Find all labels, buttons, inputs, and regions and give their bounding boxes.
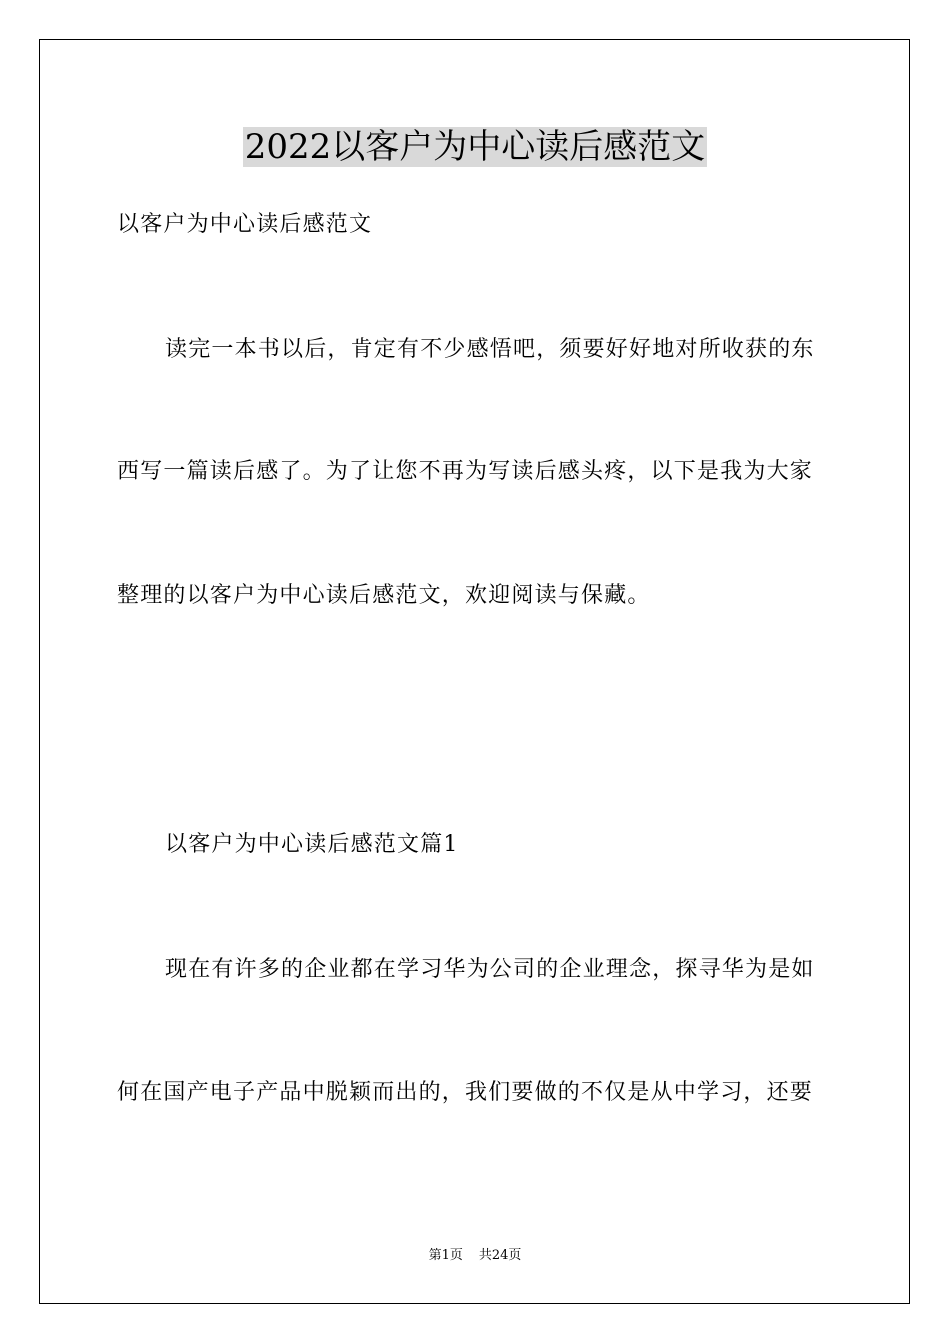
intro-line-1: 读完一本书以后，肯定有不少感悟吧，须要好好地对所收获的东 bbox=[165, 337, 815, 362]
section-heading: 以客户为中心读后感范文篇1 bbox=[165, 832, 459, 857]
body-line-2: 何在国产电子产品中脱颖而出的，我们要做的不仅是从中学习，还要 bbox=[117, 1080, 814, 1105]
intro-line-2: 西写一篇读后感了。为了让您不再为写读后感头疼，以下是我为大家 bbox=[117, 459, 814, 484]
page-footer bbox=[0, 1247, 950, 1265]
page-number: 第1页 bbox=[428, 1248, 463, 1263]
document-title-text: 2022以客户为中心读后感范文 bbox=[244, 127, 706, 167]
document-title bbox=[0, 126, 950, 168]
intro-line-3: 整理的以客户为中心读后感范文，欢迎阅读与保藏。 bbox=[117, 583, 651, 608]
document-subtitle: 以客户为中心读后感范文 bbox=[117, 212, 373, 237]
body-line-1: 现在有许多的企业都在学习华为公司的企业理念，探寻华为是如 bbox=[165, 957, 815, 982]
page-total: 共24页 bbox=[478, 1248, 522, 1263]
